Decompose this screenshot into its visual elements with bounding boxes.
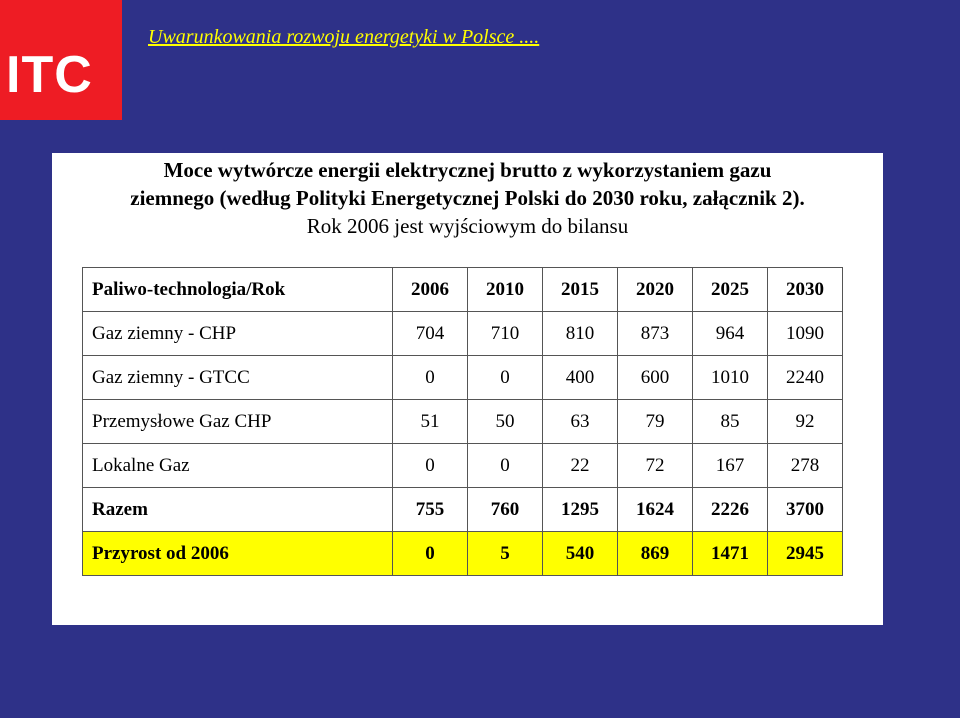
table-cell: 50 [468,400,543,444]
row-label: Przemysłowe Gaz CHP [83,400,393,444]
row-label: Lokalne Gaz [83,444,393,488]
heading-line-1: Moce wytwórcze energii elektrycznej brutto z wykorzystaniem gazu [163,158,772,182]
table-cell: 3700 [768,488,843,532]
table-cell: 0 [393,532,468,576]
table-row [83,444,843,488]
table-cell: 0 [393,444,468,488]
slide-header-title: Uwarunkowania rozwoju energetyki w Polsce .... [148,26,540,48]
header-cell: Paliwo-technologia/Rok [83,268,393,312]
table-cell: 760 [468,488,543,532]
table-cell: 1090 [768,312,843,356]
header-cell: 2025 [693,268,768,312]
table-cell: 92 [768,400,843,444]
table-cell: 278 [768,444,843,488]
table-cell: 1295 [543,488,618,532]
table-cell: 22 [543,444,618,488]
header-cell: 2020 [618,268,693,312]
table-cell: 1624 [618,488,693,532]
heading-line-3: Rok 2006 jest wyjściowym do bilansu [306,214,629,238]
table-cell: 964 [693,312,768,356]
table-cell: 755 [393,488,468,532]
table-cell: 51 [393,400,468,444]
table-cell: 167 [693,444,768,488]
table-cell: 704 [393,312,468,356]
logo-text: ITC [6,46,93,104]
table-cell: 1471 [693,532,768,576]
table-cell: 600 [618,356,693,400]
table-cell: 2226 [693,488,768,532]
itc-logo [0,0,122,120]
header-cell: 2030 [768,268,843,312]
heading-line-2: ziemnego (według Polityki Energetycznej Polski do 2030 roku, załącznik 2). [130,186,805,210]
table-row [83,400,843,444]
table-header-row [83,268,843,312]
table-cell: 0 [393,356,468,400]
table-cell: 5 [468,532,543,576]
table-cell: 869 [618,532,693,576]
header-cell: 2015 [543,268,618,312]
table-cell: 1010 [693,356,768,400]
capacity-table [82,267,843,576]
table-row-total [83,488,843,532]
table-cell: 72 [618,444,693,488]
table-cell: 2945 [768,532,843,576]
table-row-growth [83,532,843,576]
table-row [83,312,843,356]
row-label: Przyrost od 2006 [83,532,393,576]
table-cell: 810 [543,312,618,356]
row-label: Razem [83,488,393,532]
table-cell: 85 [693,400,768,444]
header-cell: 2010 [468,268,543,312]
header-cell: 2006 [393,268,468,312]
table-heading [52,156,883,240]
table-cell: 710 [468,312,543,356]
table-cell: 540 [543,532,618,576]
table-cell: 873 [618,312,693,356]
table-row [83,356,843,400]
table-cell: 79 [618,400,693,444]
table-cell: 0 [468,356,543,400]
table-cell: 0 [468,444,543,488]
row-label: Gaz ziemny - GTCC [83,356,393,400]
table-cell: 2240 [768,356,843,400]
row-label: Gaz ziemny - CHP [83,312,393,356]
table-cell: 400 [543,356,618,400]
table-cell: 63 [543,400,618,444]
